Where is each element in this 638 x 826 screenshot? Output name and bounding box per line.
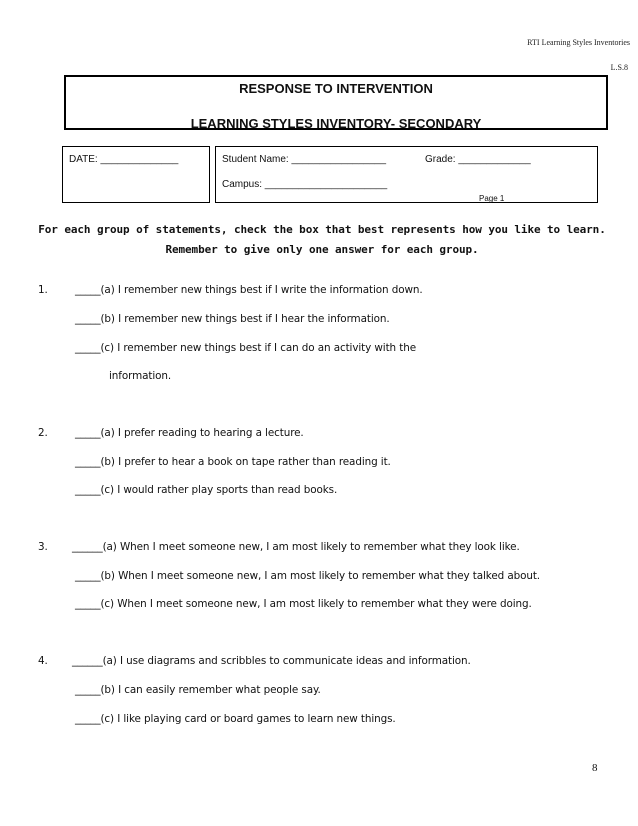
question-1-number: 1.	[38, 284, 48, 296]
question-3-number: 3.	[38, 541, 48, 553]
title-line-1: RESPONSE TO INTERVENTION	[239, 81, 433, 96]
question-2-number: 2.	[38, 427, 48, 439]
question-4-option-b: _____(b) I can easily remember what people say.	[75, 684, 321, 696]
question-4-option-c: _____(c) I like playing card or board games to learn new things.	[75, 713, 396, 725]
question-2-option-a: _____(a) I prefer reading to hearing a lecture.	[75, 427, 304, 439]
document-code: L.S.8	[610, 63, 628, 72]
question-3-option-c: _____(c) When I meet someone new, I am most likely to remember what they were doing.	[75, 598, 532, 610]
question-1-option-c-continuation: information.	[109, 370, 172, 382]
question-1-option-c: _____(c) I remember new things best if I can do an activity with the	[75, 342, 417, 354]
page-label: Page 1	[479, 194, 505, 203]
grade-field: Grade: _____________	[425, 154, 531, 165]
date-field: DATE: ______________	[69, 154, 179, 165]
title-box	[64, 75, 608, 130]
instructions	[30, 220, 614, 260]
title-line-2: LEARNING STYLES INVENTORY- SECONDARY	[190, 116, 482, 131]
campus-field: Campus: ______________________	[222, 179, 388, 190]
date-box	[62, 146, 210, 203]
question-3-option-a: ______(a) When I meet someone new, I am most likely to remember what they look like.	[72, 541, 520, 553]
question-1-option-a: _____(a) I remember new things best if I write the information down.	[75, 284, 423, 296]
question-3-option-b: _____(b) When I meet someone new, I am most likely to remember what they talked about.	[75, 570, 541, 582]
page-number: 8	[592, 762, 598, 774]
running-header: RTI Learning Styles Inventories	[527, 38, 630, 47]
question-4-number: 4.	[38, 655, 48, 667]
question-4-option-a: ______(a) I use diagrams and scribbles to communicate ideas and information.	[72, 655, 471, 667]
question-2-option-b: _____(b) I prefer to hear a book on tape rather than reading it.	[75, 456, 391, 468]
instructions-line-1: For each group of statements, check the box that best represents how you like to learn.	[38, 223, 606, 236]
question-2-option-c: _____(c) I would rather play sports than read books.	[75, 484, 338, 496]
student-name-field: Student Name: _________________	[222, 154, 387, 165]
student-info-box	[215, 146, 598, 203]
instructions-line-2: Remember to give only one answer for each group.	[165, 243, 479, 256]
question-1-option-b: _____(b) I remember new things best if I hear the information.	[75, 313, 390, 325]
